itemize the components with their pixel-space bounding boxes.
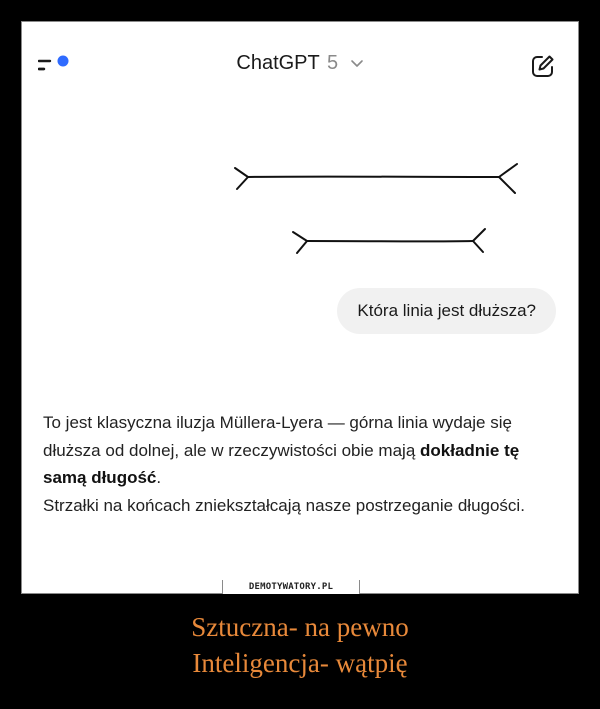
model-selector[interactable] <box>22 52 578 75</box>
model-version: 5 <box>326 52 339 74</box>
app-header <box>22 22 578 102</box>
answer-bold-text: dokładnie tę samą długość <box>43 440 520 487</box>
caption-line-2: Inteligencja- wątpię <box>192 648 408 678</box>
new-chat-icon[interactable] <box>530 53 556 79</box>
muller-lyer-sketch-image <box>227 140 527 265</box>
watermark: DEMOTYWATORY.PL <box>222 580 360 594</box>
user-message-bubble: Która linia jest dłuższa? <box>337 288 556 334</box>
chevron-down-icon <box>350 59 364 69</box>
caption-line-1: Sztuczna- na pewno <box>191 612 409 642</box>
answer-paragraph-2: Strzałki na końcach zniekształcają nasze postrzeganie długości. <box>43 495 525 515</box>
screenshot-frame <box>21 21 579 594</box>
answer-text: To jest klasyczna iluzja Müllera-Lyera — górna linia wydaje się dłuższa od dolnej, ale w rzeczywistości obie mają <box>43 413 512 460</box>
answer-text-end: . <box>156 468 162 487</box>
assistant-answer <box>43 409 563 519</box>
model-name: ChatGPT <box>236 52 320 74</box>
answer-paragraph-1 <box>43 409 563 492</box>
